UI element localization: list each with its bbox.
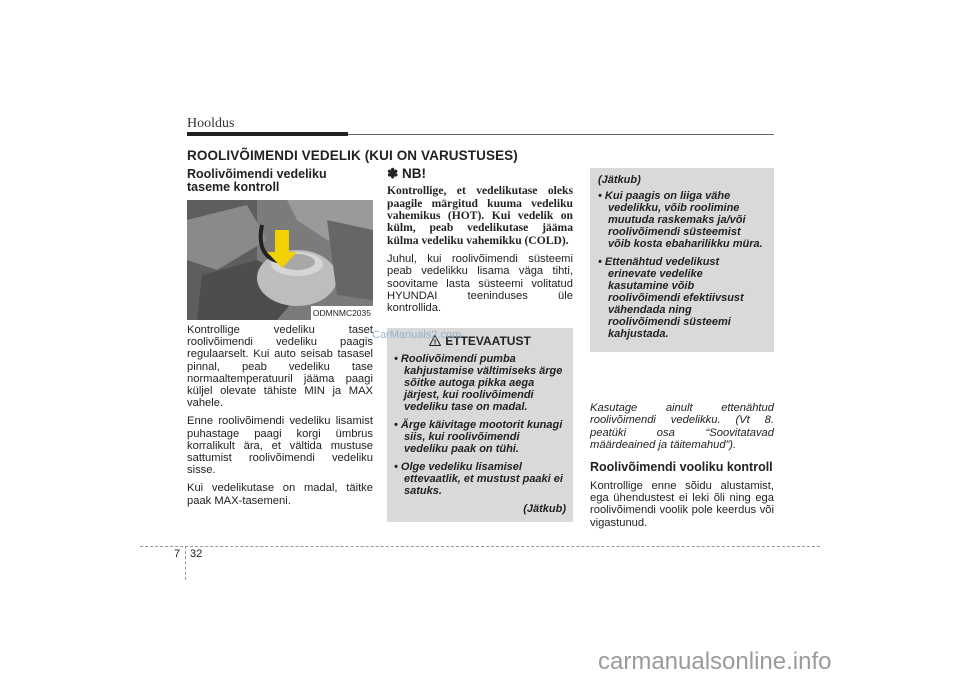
- engine-illustration: [187, 200, 373, 320]
- footer-divider: [185, 546, 186, 580]
- italic-note: Kasutage ainult ettenähtud roolivõimendi vedelikku. (Vt 8. peatüki osa “Soovitatavad määrdeained ja täitemahud”).: [590, 402, 774, 451]
- column-3: [590, 168, 774, 535]
- column-1: [187, 168, 373, 513]
- page-header-title: Hooldus: [187, 116, 235, 131]
- continued-header: (Jätkub): [598, 174, 641, 186]
- subhead-line-1: Roolivõimendi vedeliku: [187, 167, 327, 181]
- paragraph: Enne roolivõimendi vedeliku lisamist puhastage paagi korgi ümbrus korralikult ära, et vältida mustuse sattumist roolivõimendi vedeliku sisse.: [187, 415, 373, 477]
- subhead-line-2: taseme kontroll: [187, 180, 280, 194]
- subhead-hose-check: Roolivõimendi vooliku kontroll: [590, 460, 773, 475]
- subhead-fluid-level: [187, 168, 373, 194]
- warning-item: • Kui paagis on liiga vähe vedelikku, võib roolimine muutuda raskemaks ja/või roolivõimendi süsteemist võib kosta ebaharilikku müra.: [598, 190, 763, 251]
- photo-caption: ODMNMC2035: [311, 306, 373, 320]
- warning-title: ETTEVAATUST: [445, 334, 531, 349]
- warning-item: • Ärge käivitage mootorit kunagi siis, kui roolivõimendi vedeliku paak on tühi.: [394, 419, 563, 456]
- watermark-small: CarManuals2.com: [372, 329, 462, 341]
- warning-item: • Ettenähtud vedelikust erinevate vedelike kasutamine võib roolivõimendi efektiivsust vähendada ning roolivõimendi süsteemi kahjustada.: [598, 256, 744, 341]
- warning-item: • Olge vedeliku lisamisel ettevaatlik, et mustust paaki ei satuks.: [394, 461, 563, 498]
- warning-item: • Roolivõimendi pumba kahjustamise vältimiseks ärge sõitke autoga pikka aega järjest, kui roolivõimendi vedeliku tase on madal.: [394, 353, 563, 414]
- nb-text: Kontrollige, et vedelikutase oleks paagile märgitud kuuma vedeliku vahemikus (HOT). Kui vedelik on külm, peab vedelikutase jääma külma vedeliku vahemikku (COLD).: [387, 184, 573, 247]
- warning-box: [387, 328, 573, 521]
- watermark: carmanualsonline.info: [598, 648, 832, 675]
- page-number: 32: [190, 548, 203, 560]
- paragraph: Kui vedelikutase on madal, täitke paak MAX-tasemeni.: [187, 482, 373, 507]
- footer-rule: [140, 546, 820, 547]
- paragraph: Kontrollige enne sõidu alustamist, ega ühendustest ei leki õli ning ega roolivõimendi voolik pole keerdus või vigastunud.: [590, 480, 774, 529]
- paragraph: Juhul, kui roolivõimendi süsteemi peab vedelikku lisama väga tihti, soovitame lasta süsteemi volitatud HYUNDAI teeninduses üle kontrollida.: [387, 253, 573, 315]
- header-rule-light: [348, 134, 774, 135]
- continued-warning-box: [590, 168, 774, 352]
- svg-text:!: !: [434, 339, 437, 347]
- chapter-number: 7: [174, 548, 181, 560]
- continued-label: (Jätkub): [523, 503, 566, 516]
- nb-title: ✽ NB!: [387, 166, 427, 181]
- header-rule-dark: [187, 132, 348, 136]
- column-2: [387, 168, 573, 522]
- paragraph: Kontrollige vedeliku taset roolivõimendi vedeliku paagis regulaarselt. Kui auto seisab tasasel pinnal, peab vedeliku tase normaaltemperatuuril jääma paagi küljel olevate tähiste MIN ja MAX vahele.: [187, 324, 373, 410]
- engine-bay-photo: [187, 200, 373, 320]
- section-title: ROOLIVÕIMENDI VEDELIK (KUI ON VARUSTUSES): [187, 148, 518, 163]
